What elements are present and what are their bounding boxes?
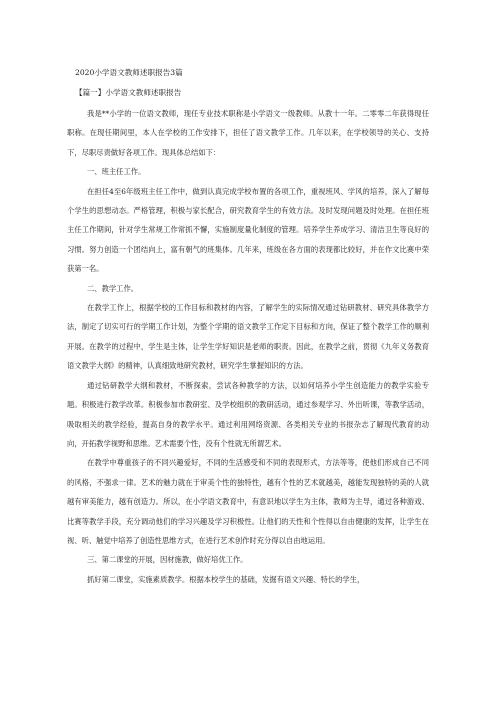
second-classroom-paragraph: 抓好第二课堂，实施素质教学。根据本校学生的基础，发掘有语文兴趣、特长的学生，: [87, 574, 365, 584]
intro-paragraph: 我是**小学的一位语文教师，现任专业技术职称是小学语文一级教师。从教十一年。二零零二年获得现任职称。在现任期间里，本人在学校的工作安排下，担任了语文教学工作。几年以来，在学校领导的关心、支持下，尽职尽责做好各项工作。现具体总结如下：: [67, 109, 429, 157]
teaching-paragraph-2: 通过钻研教学大纲和教材，不断探索，尝试各种教学的方法，以如何培养小学生创造能力的教学实验专题。积极进行教学改革。积极参加市教研室、及学校组织的教研活动，通过参观学习、外出听课，等教学活动，吸取相关的教学经验，提高自身的教学水平。通过利用网络资源、各类相关专业的书报杂志了解现代教育的动向，开拓教学视野和思维。艺术需要个性，没有个性就无所谓艺术。: [67, 380, 429, 448]
class-teacher-paragraph: 在担任4至6年级班主任工作中，做到认真完成学校布置的各项工作，重视班风、学风的培养，深入了解每个学生的思想动态。严格管理，积极与家长配合，研究教育学生的有效方法。及时发现问题及时处理。在担任班主任工作期间，针对学生常规工作常抓不懈，实施制度量化制度的管理。培养学生养成学习、清洁卫生等良好的习惯。努力创造一个团结向上，富有朝气的班集体。几年来，班级在各方面的表现都比较好，并在作文比赛中荣获第一名。: [67, 186, 429, 274]
document-title: 2020小学语文教师述职报告3篇: [75, 68, 183, 77]
heading-teaching: 二、教学工作。: [87, 283, 139, 293]
teaching-paragraph-3: 在教学中尊重孩子的不同兴趣爱好，不同的生活感受和不同的表现形式，方法等等，使他们形成自己不同的风格，不强求一律。艺术的魅力就在于审美个性的独特性，越有个性的艺术就越美，越能发现独特的美的人就越有审美能力，越有创造力。所以，在小学语文教育中，有意识地以学生为主体，教师为主导，通过各种游戏、比赛等教学手段，充分调动他们的学习兴趣及学习积极性。让他们的天性和个性得以自由健康的发挥，让学生在视、听、触觉中培养了创造性思维方式，在进行艺术创作时充分得以自由地运用。: [67, 458, 429, 545]
heading-second-classroom: 三、第二课堂的开展，因材施教，做好培优工作。: [87, 555, 248, 565]
heading-class-teacher: 一、班主任工作。: [87, 167, 146, 177]
teaching-paragraph-1: 在教学工作上，根据学校的工作目标和教材的内容，了解学生的实际情况通过钻研教材、研究具体教学方法，制定了切实可行的学期工作计划，为整个学期的语文教学工作定下目标和方向，保证了整个教学工作的顺利开展。在教学的过程中，学生是主体，让学生学好知识是老师的职责。因此，在教学之前，贯彻《九年义务教育语文教学大纲》的精神，认真细致地研究教材，研究学生掌握知识的方法。: [67, 303, 429, 371]
section-title: 【篇一】小学语文教师述职报告: [75, 88, 182, 97]
